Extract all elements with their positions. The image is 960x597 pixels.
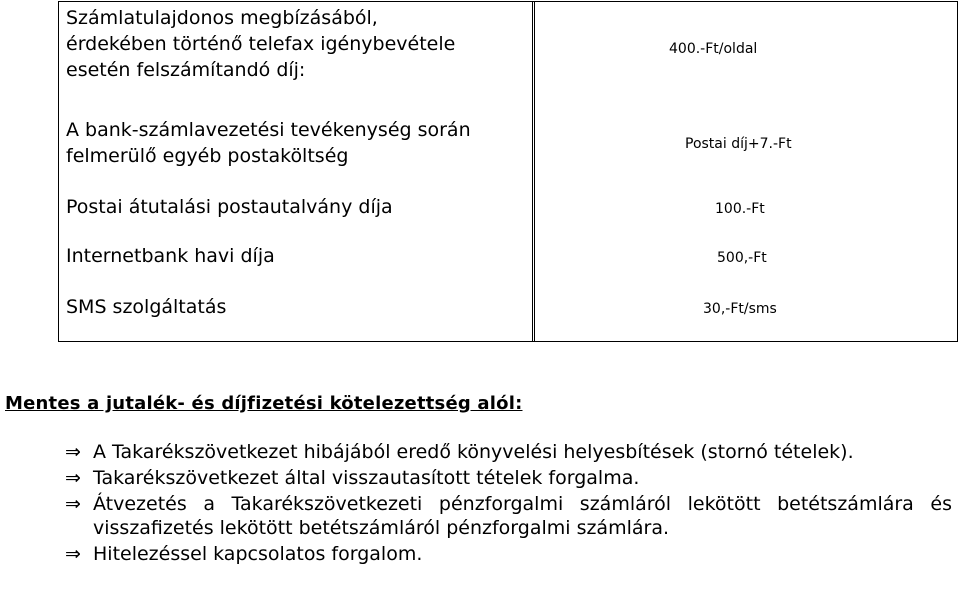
double-arrow-icon: ⇒: [65, 441, 81, 463]
list-item-text: Hitelezéssel kapcsolatos forgalom.: [93, 543, 423, 565]
fee-value-internetbank: 500,-Ft: [717, 250, 767, 266]
fee-value-fax: 400.-Ft/oldal: [669, 41, 758, 57]
double-arrow-icon: ⇒: [65, 493, 81, 515]
label-line: SMS szolgáltatás: [66, 296, 227, 318]
fee-label-sms: [66, 294, 226, 320]
label-line: A bank-számlavezetési tevékenység során: [66, 119, 471, 141]
list-item: [5, 542, 952, 566]
fee-label-internetbank: [66, 243, 275, 269]
list-item-text: A Takarékszövetkezet hibájából eredő könyvelési helyesbítések (stornó tételek).: [93, 441, 854, 463]
exemptions-list: [5, 440, 952, 566]
label-line: Postai átutalási postautalvány díja: [66, 196, 393, 218]
fee-value-postal-transfer: 100.-Ft: [715, 201, 765, 217]
label-line: Számlatulajdonos megbízásából,: [66, 7, 378, 29]
fee-value-postage: Postai díj+7.-Ft: [685, 136, 792, 152]
label-line: esetén felszámítandó díj:: [66, 59, 306, 81]
double-arrow-icon: ⇒: [65, 543, 81, 565]
fee-table: [58, 1, 958, 342]
fee-label-postage: [66, 117, 471, 169]
table-column-divider-inner: [534, 2, 535, 341]
list-item: [5, 492, 952, 540]
table-column-divider: [532, 2, 533, 341]
fee-label-postal-transfer: [66, 194, 393, 220]
fee-value-sms: 30,-Ft/sms: [703, 301, 777, 317]
exemptions-heading: Mentes a jutalék- és díjfizetési kötelezettség alól:: [5, 393, 523, 414]
list-item: [5, 466, 952, 490]
label-line: Internetbank havi díja: [66, 245, 275, 267]
double-arrow-icon: ⇒: [65, 467, 81, 489]
list-item: [5, 440, 952, 464]
label-line: érdekében történő telefax igénybevétele: [66, 33, 456, 55]
label-line: felmerülő egyéb postaköltség: [66, 145, 349, 167]
fee-label-fax: [66, 5, 455, 83]
list-item-text: Átvezetés a Takarékszövetkezeti pénzforgalmi számláról lekötött betétszámlára és visszafizetés lekötött betétszámláról pénzforgalmi számlára.: [93, 493, 952, 539]
list-item-text: Takarékszövetkezet által visszautasított tételek forgalma.: [93, 467, 640, 489]
